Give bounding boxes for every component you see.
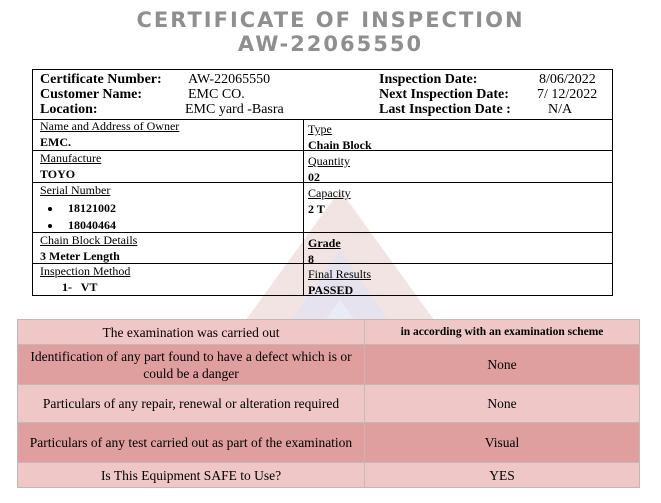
examination-answer: None bbox=[365, 345, 640, 385]
certificate-info-box bbox=[32, 69, 613, 296]
last-inspection-date-label: Last Inspection Date : bbox=[379, 102, 511, 117]
examination-question: Is This Equipment SAFE to Use? bbox=[18, 463, 365, 488]
table-row bbox=[18, 345, 640, 385]
details-row bbox=[33, 151, 612, 183]
next-inspection-date-label: Next Inspection Date: bbox=[379, 87, 509, 102]
certificate-number-value: AW-22065550 bbox=[188, 72, 271, 87]
serial-number-item: • 18121002 bbox=[62, 200, 303, 217]
chain-block-details-label: Chain Block Details bbox=[40, 233, 138, 247]
examination-answer: None bbox=[365, 385, 640, 423]
inspection-date-value: 8/06/2022 bbox=[539, 72, 596, 87]
table-row bbox=[18, 423, 640, 463]
customer-name-value: EMC CO. bbox=[188, 87, 245, 102]
inspection-method-label: Inspection Method bbox=[40, 264, 131, 278]
certificate-header bbox=[33, 70, 612, 120]
last-inspection-date-value: N/A bbox=[548, 102, 573, 117]
examination-answer: in according with an examination scheme bbox=[365, 320, 640, 345]
certificate-title: CERTIFICATE OF INSPECTION bbox=[136, 8, 525, 32]
serial-number-label: Serial Number bbox=[40, 183, 111, 197]
next-inspection-date-value: 7/ 12/2022 bbox=[537, 87, 598, 102]
details-row bbox=[33, 183, 612, 233]
details-row bbox=[33, 119, 612, 151]
examination-answer: Visual bbox=[365, 423, 640, 463]
serial-number-item: • 18040464 bbox=[62, 217, 303, 234]
serial-number-list bbox=[40, 200, 303, 234]
examination-question: The examination was carried out bbox=[18, 320, 365, 345]
chain-block-details-value: 3 Meter Length bbox=[40, 249, 120, 263]
quantity-label: Quantity bbox=[308, 154, 350, 168]
details-row bbox=[33, 233, 612, 264]
grade-value: 8 bbox=[308, 252, 314, 266]
table-row bbox=[18, 385, 640, 423]
owner-value: EMC. bbox=[40, 135, 71, 149]
customer-name-label: Customer Name: bbox=[40, 87, 142, 102]
certificate-number-label: Certificate Number: bbox=[40, 72, 162, 87]
capacity-label: Capacity bbox=[308, 186, 351, 200]
examination-answer: YES bbox=[365, 463, 640, 488]
type-value: Chain Block bbox=[308, 138, 372, 152]
examination-question: Identification of any part found to have a defect which is or could be a danger bbox=[18, 345, 365, 385]
table-row bbox=[18, 320, 640, 345]
final-results-value: PASSED bbox=[308, 283, 354, 297]
examination-table bbox=[17, 319, 640, 488]
owner-label: Name and Address of Owner bbox=[40, 119, 180, 133]
table-row bbox=[18, 463, 640, 488]
details-row bbox=[33, 264, 612, 295]
quantity-value: 02 bbox=[308, 170, 320, 184]
manufacture-label: Manufacture bbox=[40, 151, 102, 165]
manufacture-value: TOYO bbox=[40, 167, 76, 181]
location-label: Location: bbox=[40, 102, 98, 117]
inspection-date-label: Inspection Date: bbox=[379, 72, 478, 87]
capacity-value: 2 T bbox=[308, 202, 325, 216]
final-results-label: Final Results bbox=[308, 267, 372, 281]
location-value: EMC yard -Basra bbox=[185, 102, 284, 117]
inspection-method-value: 1- VT bbox=[62, 280, 98, 294]
certificate-number-title: AW-22065550 bbox=[237, 32, 424, 56]
examination-question: Particulars of any test carried out as part of the examination bbox=[18, 423, 365, 463]
examination-question: Particulars of any repair, renewal or alteration required bbox=[18, 385, 365, 423]
grade-label: Grade bbox=[308, 236, 341, 250]
type-label: Type bbox=[308, 122, 332, 136]
